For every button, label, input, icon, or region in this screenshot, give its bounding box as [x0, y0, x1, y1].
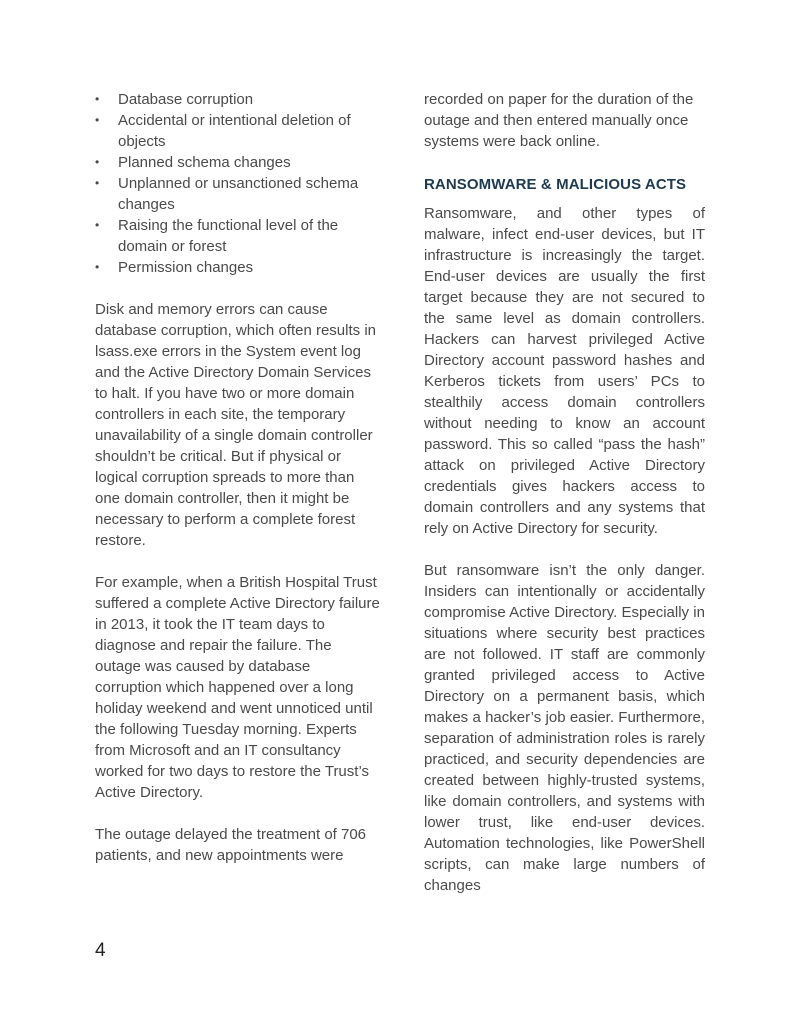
list-item: • Database corruption: [95, 89, 380, 110]
left-column: [95, 89, 380, 866]
body-paragraph-insiders: But ransomware isn’t the only danger. Insiders can intentionally or accidentally compromise Active Directory. Especially in situations where security best practices are not followed. IT staff are commonly granted privileged access to Active Directory on a permanent basis, which makes a hacker’s job easier. Furthermore, separation of administration roles is rarely practiced, and security dependencies are created between highly-trusted systems, like domain controllers, and systems with lower trust, like end-user devices. Automation technologies, like PowerShell scripts, can make large numbers of changes: [424, 562, 705, 894]
body-paragraph-continuation: recorded on paper for the duration of the outage and then entered manually once systems were back online.: [424, 91, 694, 150]
body-paragraph-outage-delay: The outage delayed the treatment of 706 patients, and new appointments were: [95, 826, 367, 864]
body-paragraph-ransomware: Ransomware, and other types of malware, infect end-user devices, but IT infrastructure is increasingly the target. End-user devices are usually the first target because they are not secured to the same level as domain controllers. Hackers can harvest privileged Active Directory account password hashes and Kerberos tickets from users’ PCs to stealthily access domain controllers without needing to know an account password. This so called “pass the hash” attack on privileged Active Directory credentials gives hackers access to domain controllers and any systems that rely on Active Directory for security.: [424, 205, 705, 537]
list-item: • Planned schema changes: [95, 152, 380, 173]
body-paragraph-hospital-example: For example, when a British Hospital Trust suffered a complete Active Directory failure in 2013, it took the IT team days to diagnose and repair the failure. The outage was caused by database corruption which happened over a long holiday weekend and went unnoticed until the following Tuesday morning. Experts from Microsoft and an IT consultancy worked for two days to restore the Trust’s Active Directory.: [95, 574, 380, 801]
page-number: 4: [95, 940, 106, 961]
right-column: [424, 89, 705, 896]
body-paragraph-disk-errors: Disk and memory errors can cause database corruption, which often results in lsass.exe errors in the System event log and the Active Directory Domain Services to halt. If you have two or more domain controllers in each site, the temporary unavailability of a single domain controller shouldn’t be critical. But if physical or logical corruption spreads to more than one domain controller, then it might be necessary to perform a complete forest restore.: [95, 301, 376, 549]
list-item: • Unplanned or unsanctioned schema changes: [95, 173, 380, 215]
list-item: • Permission changes: [95, 257, 380, 278]
list-item: • Raising the functional level of the domain or forest: [95, 215, 380, 257]
cause-list: [95, 89, 380, 278]
section-heading: RANSOMWARE & MALICIOUS ACTS: [424, 176, 687, 193]
list-item: • Accidental or intentional deletion of objects: [95, 110, 380, 152]
